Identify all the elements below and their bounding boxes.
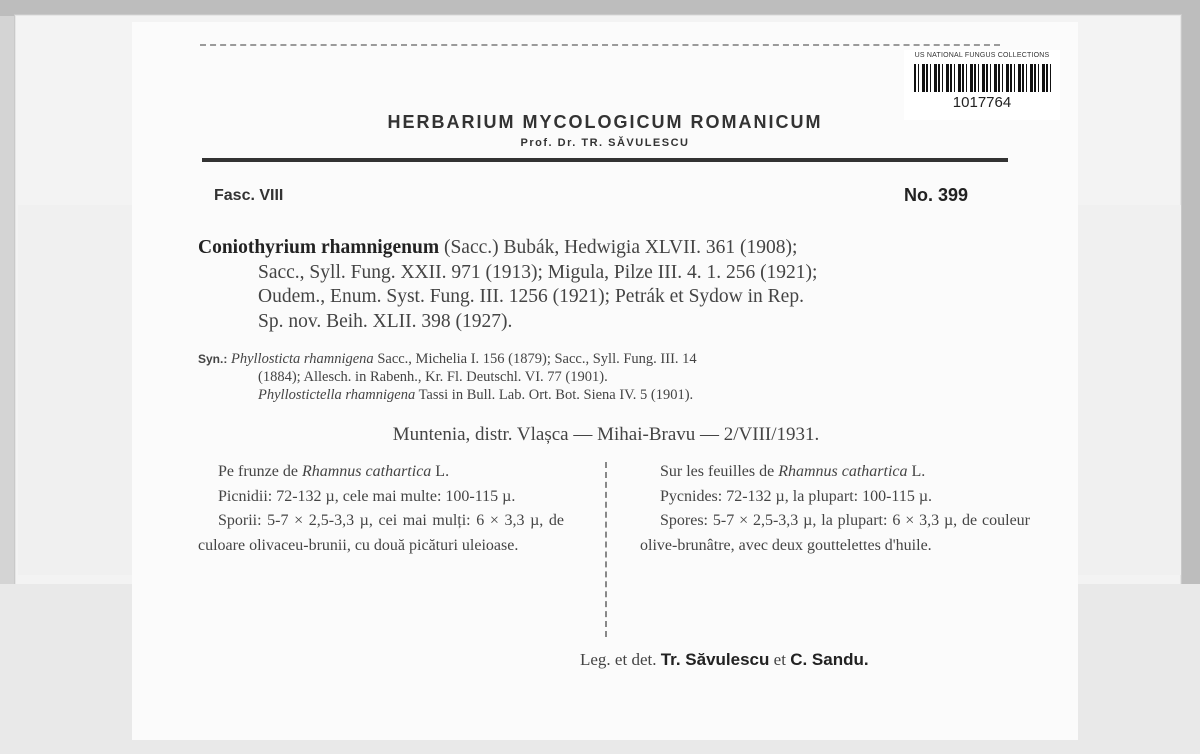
species-citation: Oudem., Enum. Syst. Fung. III. 1256 (1921); Petrák et Sydow in Rep. bbox=[258, 286, 804, 307]
pycnidia-description: Picnidii: 72-132 µ, cele mai multe: 100-115 µ. bbox=[218, 487, 516, 505]
synonyms-label: Syn.: bbox=[198, 352, 228, 366]
collector-prefix: Leg. et det. bbox=[580, 650, 657, 669]
species-citation: Sp. nov. Beih. XLII. 398 (1927). bbox=[258, 310, 513, 332]
host-prefix: Sur les feuilles de bbox=[660, 463, 775, 480]
column-divider bbox=[605, 462, 607, 637]
collector-line bbox=[580, 650, 1010, 670]
synonym-name: Phyllostictella rhamnigena bbox=[258, 387, 416, 403]
host-name: Rhamnus cathartica bbox=[301, 463, 432, 480]
barcode-icon bbox=[914, 64, 1052, 92]
synonym-citation: Tassi in Bull. Lab. Ort. Bot. Siena IV. 5 (1901). bbox=[418, 387, 694, 403]
host-prefix: Pe frunze de bbox=[218, 463, 298, 480]
description-romanian bbox=[198, 460, 564, 558]
synonym-citation: (1884); Allesch. in Rabenh., Kr. Fl. Deutschl. VI. 77 (1901). bbox=[258, 369, 608, 385]
host-suffix: L. bbox=[911, 463, 926, 480]
envelope-flap-right bbox=[1075, 205, 1181, 575]
perforation-line bbox=[200, 44, 1000, 46]
collector-name: Tr. Săvulescu bbox=[660, 650, 770, 669]
host-suffix: L. bbox=[435, 463, 450, 480]
barcode-caption: US NATIONAL FUNGUS COLLECTIONS bbox=[914, 52, 1050, 59]
barcode-sticker bbox=[904, 50, 1060, 120]
species-citation: (Sacc.) Bubák, Hedwigia XLVII. 361 (1908); bbox=[443, 237, 798, 258]
species-name: Coniothyrium rhamnigenum bbox=[198, 237, 440, 258]
envelope-flap-left bbox=[18, 205, 139, 575]
description-french bbox=[640, 460, 1030, 558]
synonyms-block bbox=[198, 350, 1028, 404]
herbarium-subtitle: Prof. Dr. TR. SĂVULESCU bbox=[520, 137, 690, 149]
collector-name: C. Sandu. bbox=[790, 650, 869, 669]
header-rule bbox=[202, 158, 1008, 162]
species-entry bbox=[198, 236, 1088, 334]
barcode-number: 1017764 bbox=[952, 94, 1012, 111]
host-name: Rhamnus cathartica bbox=[778, 463, 908, 480]
synonym-name: Phyllosticta rhamnigena bbox=[230, 351, 374, 367]
specimen-number: No. 399 bbox=[904, 185, 969, 205]
spores-description: Sporii: 5-7 × 2,5-3,3 µ, cei mai mulți: 6 × 3,3 µ, de culoare olivaceu-brunii, cu două picături uleioase. bbox=[198, 512, 564, 554]
spores-description: Spores: 5-7 × 2,5-3,3 µ, la plupart: 6 × 3,3 µ, de couleur olive-brunâtre, avec deux gouttelettes d'huile. bbox=[640, 512, 1030, 554]
pycnidia-description: Pycnides: 72-132 µ, la plupart: 100-115 µ. bbox=[660, 487, 933, 505]
collection-locality: Muntenia, distr. Vlașca — Mihai-Bravu — 2/VIII/1931. bbox=[392, 424, 820, 445]
herbarium-title: HERBARIUM MYCOLOGICUM ROMANICUM bbox=[387, 112, 823, 132]
species-citation: Sacc., Syll. Fung. XXII. 971 (1913); Migula, Pilze III. 4. 1. 256 (1921); bbox=[258, 261, 818, 283]
synonym-citation: Sacc., Michelia I. 156 (1879); Sacc., Syll. Fung. III. 14 bbox=[377, 351, 697, 367]
fascicle-label: Fasc. VIII bbox=[214, 187, 284, 204]
collector-joiner: et bbox=[773, 650, 786, 669]
